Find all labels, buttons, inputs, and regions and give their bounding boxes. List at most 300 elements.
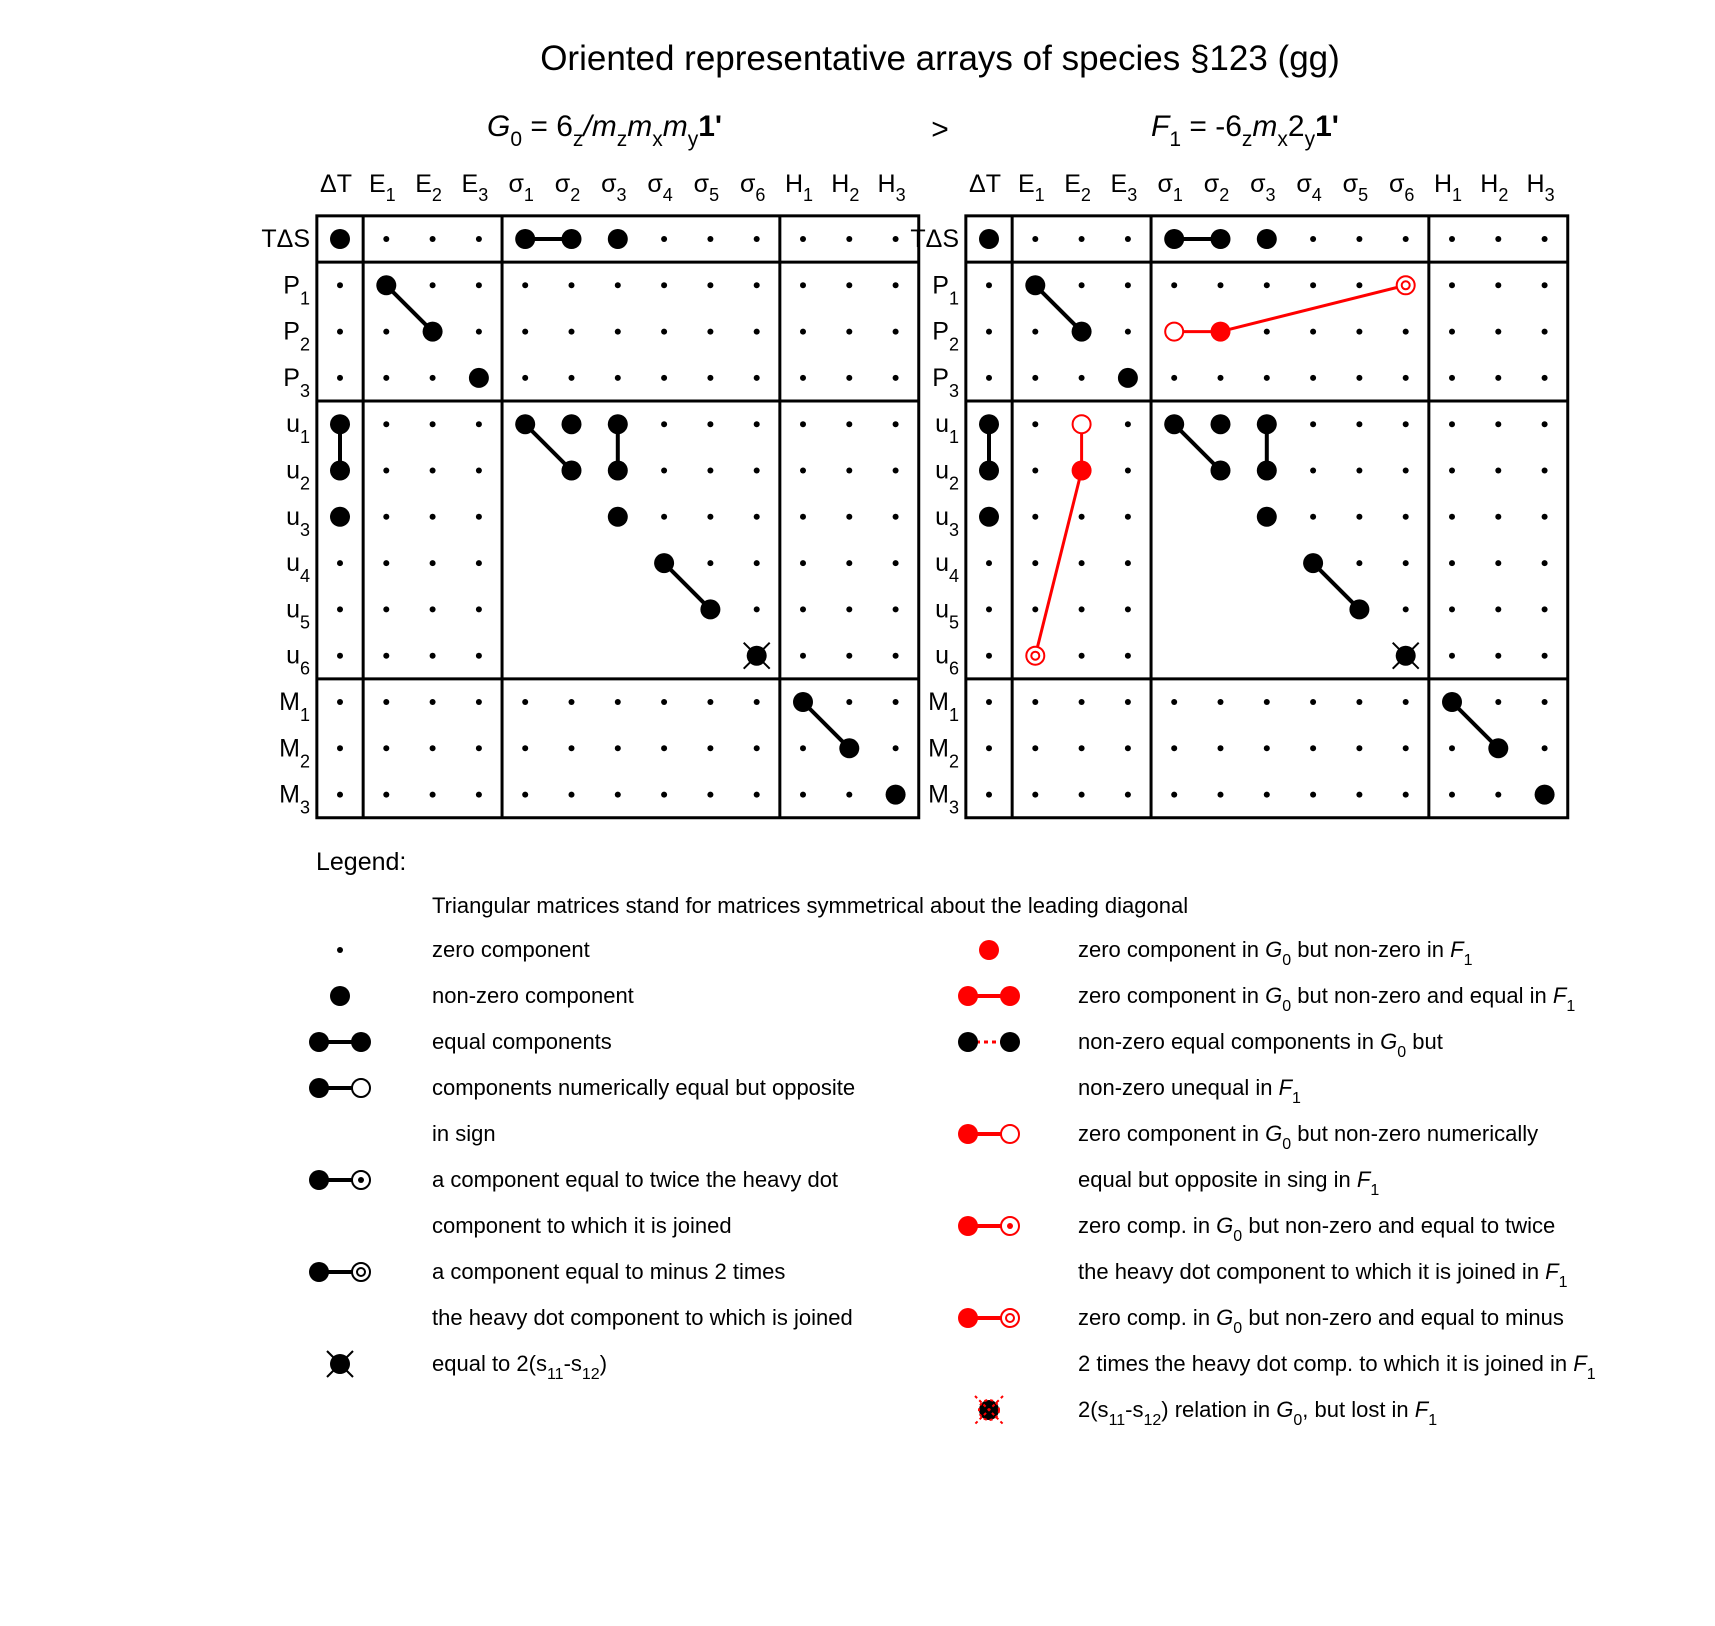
zero-component-dot xyxy=(430,653,436,659)
row-header-symbol: u xyxy=(935,641,949,670)
legend-entry-text xyxy=(432,983,634,1008)
zero-component-dot xyxy=(337,282,343,288)
row-header-subscript: 3 xyxy=(948,797,959,818)
column-header-symbol: E xyxy=(415,170,432,198)
zero-component-dot xyxy=(1264,282,1270,288)
legend-entry-text xyxy=(1078,1351,1596,1383)
zero-component-dot xyxy=(1356,236,1362,242)
zero-component-dot xyxy=(1218,792,1224,798)
column-header-subscript: 3 xyxy=(616,185,627,205)
zero-component-dot xyxy=(383,236,389,242)
row-header-symbol: u xyxy=(935,549,949,578)
zero-component-dot xyxy=(661,282,667,288)
zero-component-dot xyxy=(846,329,852,335)
zero-component-dot xyxy=(1032,606,1038,612)
zero-component-dot xyxy=(707,468,713,474)
column-header-subscript: 5 xyxy=(709,185,720,205)
row-header-symbol: u xyxy=(286,410,300,439)
legend-text-part: but xyxy=(1406,1029,1443,1054)
legend-text-part: component to which it is joined xyxy=(432,1213,732,1238)
legend-filled-dot xyxy=(309,1032,329,1052)
column-header-3 xyxy=(462,170,489,205)
zero-component-dot xyxy=(893,282,899,288)
group-symbol: F xyxy=(1151,110,1170,143)
legend-text-part: zero component xyxy=(432,937,590,962)
zero-component-dot xyxy=(893,653,899,659)
row-header-subscript: 1 xyxy=(948,705,959,725)
legend-subscript: 12 xyxy=(1143,1412,1162,1429)
zero-component-dot xyxy=(846,792,852,798)
zero-component-dot xyxy=(1125,468,1131,474)
column-header-symbol: σ xyxy=(739,170,756,198)
zero-component-dot xyxy=(1542,745,1548,751)
zero-component-dot xyxy=(383,468,389,474)
group-formula-bold-part: 1' xyxy=(698,110,723,143)
zero-component-dot xyxy=(1542,468,1548,474)
non-zero-component xyxy=(1211,229,1231,249)
zero-component-dot xyxy=(754,792,760,798)
column-header-12 xyxy=(1527,170,1555,205)
zero-component-dot xyxy=(1495,653,1501,659)
zero-component-dot xyxy=(661,236,667,242)
column-header-subscript: 2 xyxy=(431,185,442,205)
row-header-subscript: 5 xyxy=(299,612,310,633)
zero-component-dot xyxy=(1449,329,1455,335)
zero-component-dot xyxy=(986,699,992,705)
zero-component-dot xyxy=(1542,606,1548,612)
row-header-6 xyxy=(935,503,959,540)
zero-component-dot xyxy=(1218,699,1224,705)
legend-subscript: 1 xyxy=(1566,998,1576,1015)
row-header-3 xyxy=(932,364,959,401)
row-header-12 xyxy=(279,781,310,818)
zero-component-dot xyxy=(754,606,760,612)
zero-component-dot xyxy=(986,653,992,659)
legend-text-part: G xyxy=(1265,937,1283,962)
zero-component-dot xyxy=(800,375,806,381)
zero-component-dot xyxy=(1449,468,1455,474)
group-formula-subscript: z xyxy=(1241,128,1253,151)
new-relation-link xyxy=(1035,471,1081,656)
zero-component-dot xyxy=(1079,653,1085,659)
zero-component-dot xyxy=(800,514,806,520)
zero-component-dot xyxy=(476,468,482,474)
legend-text-part: 2 times the heavy dot comp. to which it is joined in xyxy=(1078,1351,1574,1376)
row-header-1 xyxy=(283,271,310,308)
non-zero-component xyxy=(654,553,674,573)
column-header-subscript: 3 xyxy=(1265,185,1276,205)
zero-component-dot xyxy=(1449,653,1455,659)
zero-component-dot xyxy=(800,653,806,659)
non-zero-component xyxy=(515,229,535,249)
row-header-subscript: 6 xyxy=(948,658,959,679)
non-zero-component xyxy=(515,414,535,434)
zero-component-dot xyxy=(337,560,343,566)
row-header-symbol: M xyxy=(279,688,300,716)
column-header-subscript: 2 xyxy=(1498,185,1509,205)
row-header-symbol: P xyxy=(283,317,300,346)
legend-subscript: 11 xyxy=(546,1366,564,1383)
zero-component-dot xyxy=(383,606,389,612)
legend-subscript: 0 xyxy=(1282,1136,1292,1153)
zero-component-dot xyxy=(1356,560,1362,566)
zero-component-dot xyxy=(1032,329,1038,335)
zero-component-dot xyxy=(1310,699,1316,705)
legend-open-dot xyxy=(352,1079,370,1097)
zero-component-dot xyxy=(707,792,713,798)
zero-component-dot xyxy=(1310,236,1316,242)
non-zero-component xyxy=(562,229,582,249)
legend-entry-text xyxy=(1078,937,1473,969)
zero-component-dot xyxy=(430,699,436,705)
column-header-subscript: 5 xyxy=(1358,185,1369,205)
legend-text-part: but non-zero in xyxy=(1291,937,1451,962)
legend-filled-dot xyxy=(958,1032,978,1052)
zero-component-dot xyxy=(846,514,852,520)
zero-component-dot xyxy=(476,792,482,798)
non-zero-component xyxy=(1072,322,1092,342)
legend-entry-text xyxy=(432,937,590,962)
column-header-6 xyxy=(1250,170,1275,205)
non-zero-component xyxy=(979,229,999,249)
left-group-header xyxy=(487,110,722,151)
legend-filled-dot xyxy=(958,1308,978,1328)
legend-entry-text xyxy=(432,1121,496,1146)
new-opposite-sign-component xyxy=(1165,323,1183,341)
row-header-subscript: 3 xyxy=(948,380,959,401)
row-header-12 xyxy=(928,781,959,818)
row-header-9 xyxy=(286,642,310,679)
group-formula-subscript: z xyxy=(572,128,584,151)
zero-component-dot xyxy=(1079,792,1085,798)
row-header-symbol: u xyxy=(935,410,949,439)
legend-text-part: but non-zero and equal to minus xyxy=(1242,1305,1564,1330)
legend-entry-text xyxy=(432,1351,607,1383)
group-formula-subscript: y xyxy=(1304,128,1316,151)
zero-component-dot xyxy=(430,606,436,612)
group-formula-subscript: y xyxy=(687,128,699,151)
legend-left-column xyxy=(309,937,855,1383)
zero-component-dot xyxy=(1079,560,1085,566)
non-zero-component xyxy=(979,507,999,527)
row-header-symbol: P xyxy=(283,363,300,392)
zero-component-dot xyxy=(1403,560,1409,566)
zero-component-dot xyxy=(1495,329,1501,335)
zero-component-dot xyxy=(800,792,806,798)
legend-subscript: 1 xyxy=(1370,1182,1380,1199)
row-header-symbol: M xyxy=(928,780,949,809)
column-header-subscript: 1 xyxy=(1452,185,1463,205)
group-symbol-subscript: 0 xyxy=(510,128,523,151)
column-header-9 xyxy=(1389,170,1414,205)
zero-component-dot xyxy=(661,468,667,474)
zero-component-dot xyxy=(1125,282,1131,288)
zero-component-dot xyxy=(1449,560,1455,566)
row-header-subscript: 3 xyxy=(299,797,310,818)
legend-subscript: 12 xyxy=(581,1366,600,1383)
row-header-subscript: 2 xyxy=(299,334,310,355)
legend-text-part: in sign xyxy=(432,1121,496,1146)
column-header-7 xyxy=(647,170,672,205)
zero-component-dot xyxy=(337,699,343,705)
zero-component-dot xyxy=(569,375,575,381)
new-minus-two-times-component xyxy=(1397,276,1415,294)
zero-component-dot xyxy=(661,699,667,705)
column-header-12 xyxy=(878,170,906,205)
zero-component-dot xyxy=(986,329,992,335)
non-zero-component xyxy=(1442,692,1462,712)
zero-component-dot xyxy=(1403,792,1409,798)
row-header-8 xyxy=(935,595,959,632)
new-minus-two-times-component xyxy=(1026,647,1044,665)
non-zero-component xyxy=(562,414,582,434)
zero-component-dot xyxy=(1449,282,1455,288)
group-formula-bold-part: 1' xyxy=(1315,110,1339,143)
zero-component-dot xyxy=(1264,745,1270,751)
legend-entry-text xyxy=(432,1075,855,1100)
group-formula-subscript: z xyxy=(616,128,628,151)
column-header-0 xyxy=(320,170,352,198)
column-header-subscript: 3 xyxy=(1544,185,1555,205)
row-header-11 xyxy=(279,734,310,771)
zero-component-dot xyxy=(476,236,482,242)
row-header-symbol: P xyxy=(932,363,949,392)
column-header-subscript: 1 xyxy=(803,185,814,205)
column-header-symbol: H xyxy=(1480,170,1499,198)
non-zero-component xyxy=(469,368,489,388)
zero-component-dot xyxy=(1171,792,1177,798)
legend-text-part: zero component in xyxy=(1078,983,1266,1008)
column-header-9 xyxy=(740,170,765,205)
row-header-2 xyxy=(932,318,959,355)
zero-component-dot xyxy=(1542,560,1548,566)
zero-component-dot xyxy=(1310,421,1316,427)
row-header-symbol: u xyxy=(935,502,949,531)
legend-note: Triangular matrices stand for matrices symmetrical about the leading diagonal xyxy=(432,893,1189,918)
zero-component-dot xyxy=(1125,560,1131,566)
new-relation-link xyxy=(1221,285,1406,331)
zero-component-dot xyxy=(1495,514,1501,520)
legend-text-part: G xyxy=(1265,983,1283,1008)
right-group-header xyxy=(1151,110,1339,151)
legend-entry-text xyxy=(1078,1167,1379,1199)
legend-right-column xyxy=(958,937,1596,1429)
legend-filled-dot xyxy=(309,1262,329,1282)
column-header-subscript: 1 xyxy=(1034,185,1045,205)
zero-component-dot xyxy=(893,375,899,381)
zero-component-dot xyxy=(707,329,713,335)
legend-entry-text xyxy=(432,1167,838,1192)
non-zero-component xyxy=(1257,507,1277,527)
legend-text-part: ) relation in xyxy=(1161,1397,1277,1422)
legend-entry-text xyxy=(1078,1397,1437,1429)
column-header-symbol: E xyxy=(368,170,386,198)
legend-subscript: 1 xyxy=(1558,1274,1568,1291)
zero-component-dot xyxy=(661,375,667,381)
zero-component-dot xyxy=(430,792,436,798)
zero-component-dot xyxy=(893,745,899,751)
zero-component-dot xyxy=(846,421,852,427)
legend-text-part: 2(s xyxy=(1078,1397,1109,1422)
new-non-zero-component xyxy=(1211,322,1231,342)
legend-text-part: F xyxy=(1414,1397,1429,1422)
zero-component-dot xyxy=(986,792,992,798)
legend-filled-dot xyxy=(309,1078,329,1098)
legend-entry-text xyxy=(432,1305,853,1330)
group-formula-part: 2 xyxy=(1287,110,1305,143)
zero-component-dot xyxy=(1542,329,1548,335)
zero-component-dot xyxy=(1264,375,1270,381)
row-header-symbol: u xyxy=(286,549,300,578)
group-formula-part: /m xyxy=(583,110,617,143)
zero-component-dot xyxy=(754,745,760,751)
row-header-0 xyxy=(261,225,310,253)
zero-component-dot xyxy=(1495,282,1501,288)
legend-subscript: 11 xyxy=(1108,1412,1126,1429)
row-header-10 xyxy=(928,688,959,725)
zero-component-dot xyxy=(1032,560,1038,566)
column-header-5 xyxy=(555,170,580,205)
zero-component-dot xyxy=(846,653,852,659)
zero-component-dot xyxy=(1079,745,1085,751)
legend-text-part: F xyxy=(1573,1351,1587,1376)
zero-component-dot xyxy=(1356,421,1362,427)
legend-text-part: the heavy dot component to which it is joined in xyxy=(1078,1259,1546,1284)
zero-component-dot xyxy=(1356,792,1362,798)
zero-component-dot xyxy=(661,421,667,427)
group-formula-part: = -6 xyxy=(1181,110,1242,143)
zero-component-dot xyxy=(846,699,852,705)
row-header-subscript: 2 xyxy=(948,334,959,355)
column-header-symbol: σ xyxy=(554,170,571,198)
zero-component-dot xyxy=(476,421,482,427)
zero-component-dot xyxy=(800,236,806,242)
row-header-7 xyxy=(935,549,959,586)
legend-entry-text xyxy=(1078,1121,1538,1153)
legend-text-part: G xyxy=(1380,1029,1398,1054)
zero-component-dot xyxy=(569,282,575,288)
legend-open-dot xyxy=(1001,1125,1019,1143)
legend-text-part: non-zero equal components in xyxy=(1078,1029,1381,1054)
zero-component-dot xyxy=(707,699,713,705)
zero-component-dot xyxy=(1356,468,1362,474)
legend-text-part: F xyxy=(1278,1075,1293,1100)
legend-text-part: ) xyxy=(599,1351,608,1376)
zero-component-dot xyxy=(476,514,482,520)
column-header-subscript: 4 xyxy=(662,185,673,205)
zero-component-dot xyxy=(1403,236,1409,242)
column-header-7 xyxy=(1296,170,1321,205)
zero-component-dot xyxy=(1495,375,1501,381)
non-zero-component xyxy=(1118,368,1138,388)
zero-component-dot xyxy=(893,236,899,242)
row-header-9 xyxy=(935,642,959,679)
column-header-2 xyxy=(1064,170,1091,205)
zero-component-dot xyxy=(615,329,621,335)
legend-filled-dot xyxy=(958,986,978,1006)
column-header-10 xyxy=(1434,170,1462,205)
zero-component-dot xyxy=(1449,236,1455,242)
row-header-subscript: 1 xyxy=(299,705,310,725)
row-header-symbol: P xyxy=(932,271,949,300)
zero-component-dot xyxy=(893,421,899,427)
zero-component-dot xyxy=(383,375,389,381)
group-formula-subscript: x xyxy=(1277,128,1288,151)
group-formula-text xyxy=(1151,110,1339,151)
non-zero-component xyxy=(608,414,628,434)
column-header-11 xyxy=(1480,170,1508,205)
non-zero-component xyxy=(1257,461,1277,481)
zero-component-dot xyxy=(522,792,528,798)
column-header-subscript: 3 xyxy=(1127,185,1138,205)
legend-text-part: zero comp. in xyxy=(1078,1213,1217,1238)
row-header-symbol: u xyxy=(286,641,300,670)
non-zero-component xyxy=(1164,229,1184,249)
row-header-symbol: u xyxy=(935,595,949,624)
diagram-title: Oriented representative arrays of species §123 (gg) xyxy=(540,39,1340,78)
column-header-10 xyxy=(785,170,813,205)
column-header-subscript: 4 xyxy=(1311,185,1322,205)
row-header-subscript: 3 xyxy=(299,380,310,401)
zero-component-dot xyxy=(893,560,899,566)
zero-component-dot xyxy=(615,282,621,288)
zero-component-dot xyxy=(1032,745,1038,751)
zero-component-dot xyxy=(1310,375,1316,381)
legend-text-part: equal components xyxy=(432,1029,612,1054)
zero-component-dot xyxy=(1032,514,1038,520)
row-header-symbol: u xyxy=(286,456,300,485)
zero-component-dot xyxy=(1495,421,1501,427)
legend-subscript: 0 xyxy=(1282,998,1292,1015)
column-header-symbol: E xyxy=(1110,170,1128,198)
row-header-subscript: 1 xyxy=(948,427,959,448)
column-header-2 xyxy=(415,170,442,205)
non-zero-component xyxy=(423,322,443,342)
legend-entry-text xyxy=(432,1213,732,1238)
row-header-symbol: M xyxy=(928,688,949,716)
zero-component-dot xyxy=(986,282,992,288)
column-header-11 xyxy=(831,170,859,205)
group-formula-part: = 6 xyxy=(522,110,573,143)
zero-component-dot xyxy=(1449,745,1455,751)
column-header-symbol: H xyxy=(877,170,896,198)
column-header-subscript: 1 xyxy=(523,185,534,205)
group-formula-part: m xyxy=(627,110,653,143)
column-header-subscript: 2 xyxy=(1219,185,1230,205)
legend-filled-dot xyxy=(958,1216,978,1236)
zero-component-dot xyxy=(1310,514,1316,520)
legend-text-part: components numerically equal but opposite xyxy=(432,1075,856,1100)
non-zero-component xyxy=(376,275,396,295)
column-header-symbol: σ xyxy=(1157,170,1173,198)
zero-component-dot xyxy=(1032,792,1038,798)
zero-component-dot xyxy=(1449,421,1455,427)
zero-component-dot xyxy=(1079,514,1085,520)
row-header-symbol: TΔS xyxy=(910,225,959,253)
column-header-3 xyxy=(1111,170,1138,205)
group-formula-part: m xyxy=(662,110,688,143)
zero-component-dot xyxy=(476,653,482,659)
zero-component-dot xyxy=(430,282,436,288)
zero-component-dot xyxy=(430,421,436,427)
legend-entry-text xyxy=(1078,1259,1568,1291)
non-zero-component xyxy=(700,599,720,619)
zero-component-dot xyxy=(1403,375,1409,381)
legend-text-part: , but lost in xyxy=(1302,1397,1415,1422)
zero-component-dot xyxy=(846,375,852,381)
legend-filled-dot xyxy=(958,1124,978,1144)
zero-component-dot xyxy=(1125,606,1131,612)
